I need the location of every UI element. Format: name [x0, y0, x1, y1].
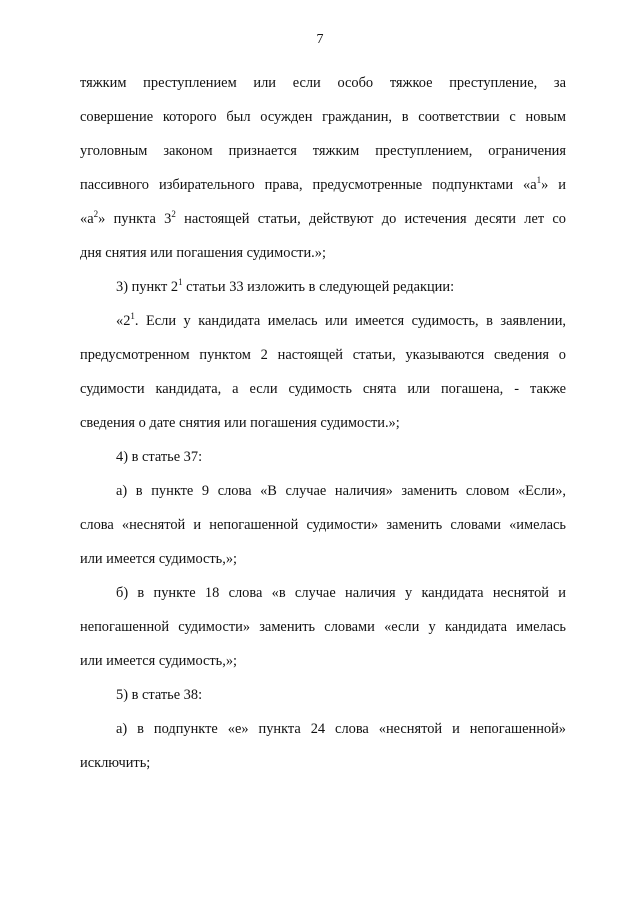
text-line: совершение которого был осужден гражданин, в соответствии с новым: [80, 109, 566, 125]
superscript: 1: [178, 277, 183, 287]
text-line: судимости кандидата, а если судимость снята или погашена, - также: [80, 381, 566, 397]
text-line: или имеется судимость,»;: [80, 551, 238, 567]
paragraph: [80, 712, 566, 780]
text-line: [80, 304, 566, 338]
paragraph: [80, 270, 566, 304]
text-segment: «2: [116, 313, 131, 329]
text-segment: 3) пункт 2: [116, 279, 179, 295]
page-number: 7: [316, 32, 324, 47]
text-line: дня снятия или погашения судимости.»;: [80, 245, 326, 261]
text-line: б) в пункте 18 слова «в случае наличия у кандидата неснятой и: [116, 585, 566, 601]
text-line: сведения о дате снятия или погашения судимости.»;: [80, 415, 400, 431]
superscript: 2: [171, 209, 176, 219]
text-line: а) в подпункте «е» пункта 24 слова «неснятой и непогашенной»: [116, 721, 566, 737]
text-segment: статьи 33 изложить в следующей редакции:: [182, 279, 455, 295]
text-line: тяжким преступлением или если особо тяжкое преступление, за: [80, 75, 566, 91]
text-line: предусмотренном пунктом 2 настоящей статьи, указываются сведения о: [80, 347, 566, 363]
text-line: а) в пункте 9 слова «В случае наличия» заменить словом «Если»,: [116, 483, 566, 499]
text-segment: «а: [80, 211, 94, 227]
text-line: [80, 202, 566, 236]
superscript: 1: [536, 175, 542, 185]
paragraph: [80, 474, 566, 576]
paragraph: [80, 304, 566, 440]
paragraph: [80, 66, 566, 270]
text-line: слова «неснятой и непогашенной судимости» заменить словами «имелась: [80, 517, 566, 533]
text-line: 4) в статье 37:: [116, 449, 203, 465]
paragraph: [80, 576, 566, 678]
text-line: исключить;: [80, 755, 151, 771]
document-body: [80, 66, 566, 780]
text-line: непогашенной судимости» заменить словами «если у кандидата имелась: [80, 619, 566, 635]
text-segment: пассивного избирательного права, предусмотренные подпунктами «а: [80, 177, 537, 193]
text-segment: » пункта 3: [98, 211, 172, 227]
text-line: 5) в статье 38:: [116, 687, 203, 703]
superscript: 2: [93, 209, 99, 219]
text-line: уголовным законом признается тяжким преступлением, ограничения: [80, 143, 566, 159]
text-segment: » и: [541, 177, 567, 193]
superscript: 1: [130, 311, 135, 321]
text-segment: настоящей статьи, действуют до истечения десяти лет со: [175, 211, 566, 227]
paragraph: [80, 678, 566, 712]
paragraph: [80, 440, 566, 474]
text-segment: . Если у кандидата имелась или имеется судимость, в заявлении,: [134, 313, 566, 329]
text-line: или имеется судимость,»;: [80, 653, 238, 669]
text-line: [80, 168, 566, 202]
text-line: [80, 270, 566, 304]
